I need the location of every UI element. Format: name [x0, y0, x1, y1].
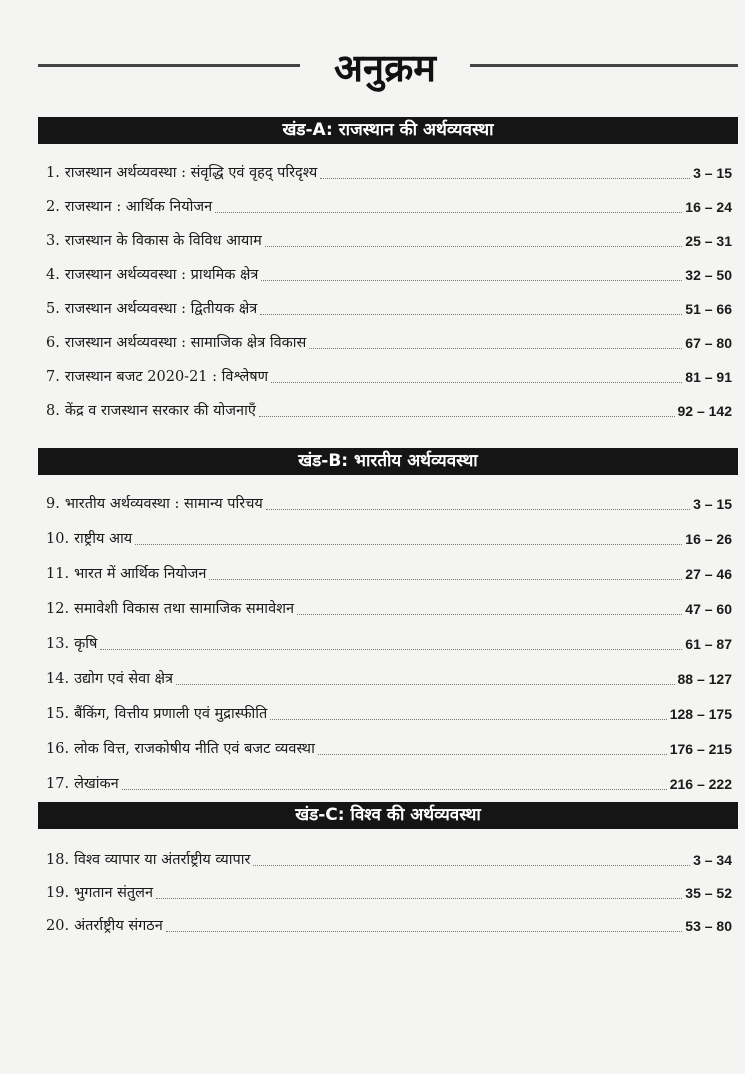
entry-title: भारतीय अर्थव्यवस्था : सामान्य परिचय — [64, 496, 263, 512]
dot-leader — [176, 683, 675, 685]
toc-entry[interactable] — [46, 225, 732, 251]
dot-leader — [156, 897, 682, 899]
entry-number: 12. — [46, 601, 70, 617]
entry-pages: 67 – 80 — [685, 335, 732, 351]
dot-leader — [135, 543, 682, 545]
entry-title: राजस्थान अर्थव्यवस्था : सामाजिक क्षेत्र विकास — [64, 335, 307, 351]
dot-leader — [260, 313, 682, 315]
dot-leader — [261, 279, 682, 281]
dot-leader — [271, 381, 682, 383]
title-rule-right — [470, 64, 738, 67]
dot-leader — [100, 648, 682, 650]
entry-pages: 32 – 50 — [685, 267, 732, 283]
dot-leader — [265, 245, 683, 247]
entry-pages: 3 – 15 — [693, 165, 732, 181]
entry-title: भारत में आर्थिक नियोजन — [74, 566, 207, 582]
entry-number: 3. — [46, 233, 60, 249]
entry-title: भुगतान संतुलन — [74, 885, 154, 901]
entry-pages: 61 – 87 — [685, 636, 732, 652]
entry-number: 9. — [46, 496, 60, 512]
entry-title: राजस्थान अर्थव्यवस्था : द्वितीयक क्षेत्र — [64, 301, 258, 317]
dot-leader — [259, 415, 675, 417]
entry-title: राजस्थान अर्थव्यवस्था : प्राथमिक क्षेत्र — [64, 267, 259, 283]
entry-title: लोक वित्त, राजकोषीय नीति एवं बजट व्यवस्था — [74, 741, 315, 757]
section-c — [38, 802, 738, 934]
dot-leader — [253, 864, 690, 866]
entry-title: राष्ट्रीय आय — [74, 531, 133, 547]
entry-number: 2. — [46, 199, 60, 215]
entry-title: राजस्थान के विकास के विविध आयाम — [64, 233, 262, 249]
entry-pages: 27 – 46 — [685, 566, 732, 582]
toc-entry[interactable] — [46, 593, 732, 619]
toc-entry[interactable] — [46, 488, 732, 514]
entry-pages: 35 – 52 — [685, 885, 732, 901]
toc-entry[interactable] — [46, 733, 732, 759]
dot-leader — [209, 578, 682, 580]
entry-number: 7. — [46, 369, 60, 385]
entry-number: 18. — [46, 852, 70, 868]
entry-number: 5. — [46, 301, 60, 317]
entry-pages: 53 – 80 — [685, 918, 732, 934]
toc-entry[interactable] — [46, 523, 732, 549]
toc-entry[interactable] — [46, 768, 732, 794]
toc-entry[interactable] — [46, 395, 732, 421]
dot-leader — [215, 211, 682, 213]
dot-leader — [320, 177, 690, 179]
toc-entry[interactable] — [46, 361, 732, 387]
dot-leader — [309, 347, 682, 349]
entry-title: उद्योग एवं सेवा क्षेत्र — [74, 671, 173, 687]
toc-entry[interactable] — [46, 157, 732, 183]
entry-pages: 92 – 142 — [677, 403, 732, 419]
entry-title: विश्व व्यापार या अंतर्राष्ट्रीय व्यापार — [74, 852, 251, 868]
toc-entry[interactable] — [46, 877, 732, 903]
dot-leader — [297, 613, 682, 615]
dot-leader — [270, 718, 666, 720]
toc-entry[interactable] — [46, 191, 732, 217]
entry-number: 11. — [46, 566, 70, 582]
entry-title: राजस्थान अर्थव्यवस्था : संवृद्धि एवं वृहद् परिदृश्य — [64, 165, 318, 181]
toc-entry[interactable] — [46, 628, 732, 654]
toc-entry[interactable] — [46, 844, 732, 870]
entry-number: 13. — [46, 636, 70, 652]
entry-pages: 176 – 215 — [669, 741, 732, 757]
title-row — [0, 40, 745, 100]
entry-number: 8. — [46, 403, 60, 419]
entry-number: 20. — [46, 918, 70, 934]
entry-pages: 51 – 66 — [685, 301, 732, 317]
entry-number: 6. — [46, 335, 60, 351]
entry-pages: 16 – 26 — [685, 531, 732, 547]
section-header: खंड-C: विश्व की अर्थव्यवस्था — [38, 802, 738, 829]
entry-number: 17. — [46, 776, 70, 792]
entry-pages: 16 – 24 — [685, 199, 732, 215]
entry-number: 19. — [46, 885, 70, 901]
entry-number: 16. — [46, 741, 70, 757]
entry-number: 1. — [46, 165, 60, 181]
entry-title: अंतर्राष्ट्रीय संगठन — [74, 918, 163, 934]
entry-title: राजस्थान : आर्थिक नियोजन — [64, 199, 213, 215]
entry-pages: 3 – 15 — [693, 496, 732, 512]
dot-leader — [122, 788, 667, 790]
entry-title: लेखांकन — [74, 776, 119, 792]
toc-entry[interactable] — [46, 698, 732, 724]
entry-title: समावेशी विकास तथा सामाजिक समावेशन — [74, 601, 295, 617]
page-title: अनुक्रम — [333, 46, 437, 90]
dot-leader — [266, 508, 690, 510]
entry-number: 14. — [46, 671, 70, 687]
toc-entry[interactable] — [46, 910, 732, 936]
dot-leader — [318, 753, 667, 755]
entry-pages: 47 – 60 — [685, 601, 732, 617]
entry-pages: 88 – 127 — [677, 671, 732, 687]
entry-pages: 128 – 175 — [669, 706, 732, 722]
section-header: खंड-B: भारतीय अर्थव्यवस्था — [38, 448, 738, 475]
toc-entry[interactable] — [46, 259, 732, 285]
entry-title: बैंकिंग, वित्तीय प्रणाली एवं मुद्रास्फीति — [74, 706, 268, 722]
toc-entry[interactable] — [46, 327, 732, 353]
entry-pages: 216 – 222 — [669, 776, 732, 792]
toc-entry[interactable] — [46, 293, 732, 319]
toc-entry[interactable] — [46, 558, 732, 584]
section-header: खंड-A: राजस्थान की अर्थव्यवस्था — [38, 117, 738, 144]
entry-title: राजस्थान बजट 2020-21 : विश्लेषण — [64, 369, 269, 385]
entry-number: 15. — [46, 706, 70, 722]
entry-number: 10. — [46, 531, 70, 547]
section-b — [38, 448, 738, 792]
entry-number: 4. — [46, 267, 60, 283]
entry-pages: 25 – 31 — [685, 233, 732, 249]
dot-leader — [166, 930, 683, 932]
entry-pages: 3 – 34 — [693, 852, 732, 868]
title-rule-left — [38, 64, 300, 67]
entry-title: कृषि — [74, 636, 98, 652]
entry-pages: 81 – 91 — [685, 369, 732, 385]
entry-title: केंद्र व राजस्थान सरकार की योजनाएँ — [64, 403, 256, 419]
section-a — [38, 117, 738, 419]
toc-entry[interactable] — [46, 663, 732, 689]
